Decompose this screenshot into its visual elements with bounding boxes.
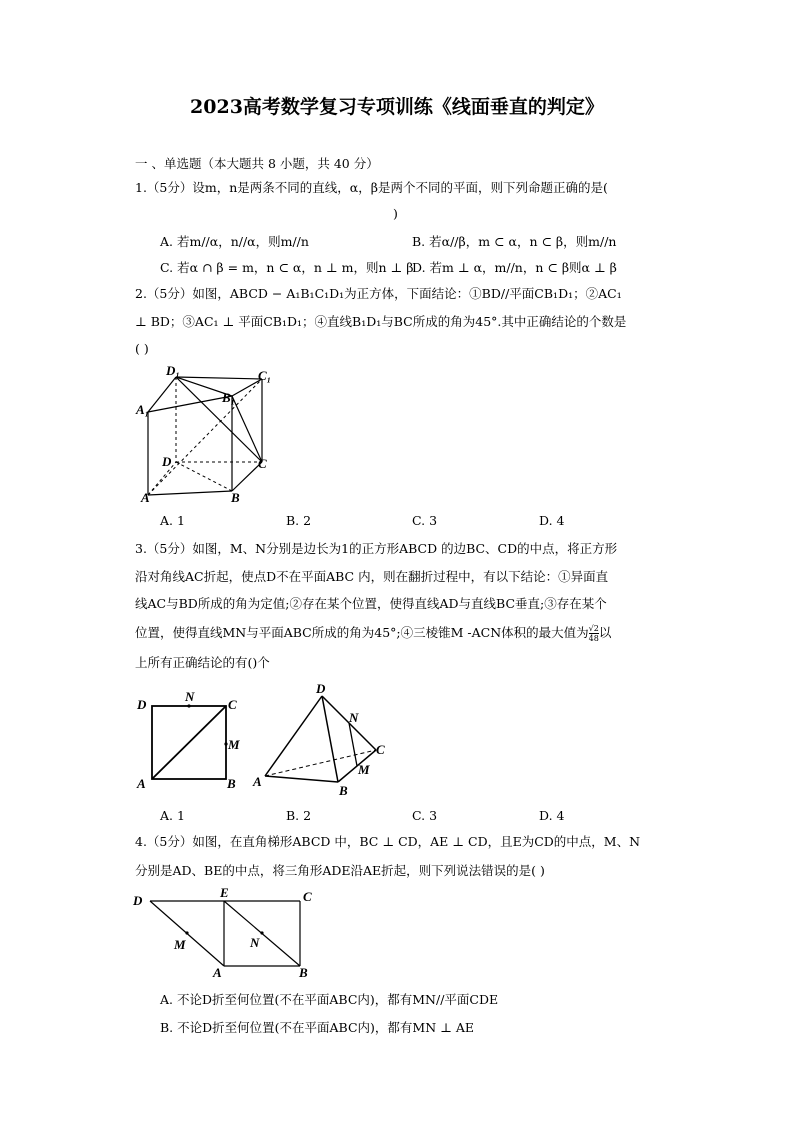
q2-stem-line3: ( ) — [135, 341, 149, 356]
q3-fig1-label-n: N — [185, 689, 195, 704]
q2-label-b1: B₁ — [222, 390, 236, 405]
q2-cube-figure — [130, 362, 280, 507]
q1-option-d: D. 若m ⊥ α，m//n，n ⊂ β则α ⊥ β — [412, 260, 617, 275]
q1-option-a: A. 若m//α，n//α，则m//n — [160, 234, 309, 249]
q3-max-volume-fraction — [589, 624, 599, 643]
q2-label-c1: C₁ — [258, 368, 272, 383]
q4-trapezoid-figure — [130, 885, 330, 985]
q3-square-figure — [130, 688, 250, 798]
q3-folded-figure — [250, 680, 400, 805]
q2-option-b: B. 2 — [286, 513, 312, 528]
q3-stem-line1: 3.（5分）如图，M、N分别是边长为1的正方形ABCD 的边BC、CD的中点，将正方形 — [135, 541, 618, 556]
q2-label-a: A — [141, 490, 150, 505]
q2-label-d: D — [162, 454, 172, 469]
q1-option-b: B. 若α//β，m ⊂ α，n ⊂ β，则m//n — [412, 234, 617, 249]
q2-stem-line2: ⊥ BD；③AC₁ ⊥ 平面CB₁D₁；④直线B₁D₁与BC所成的角为45°.其中正确结论的个数是 — [135, 314, 627, 329]
q1-stem-line2: ) — [393, 206, 398, 221]
q3-stem-line4-end: 以 — [598, 625, 612, 640]
q3-stem-line4 — [135, 624, 611, 643]
q3-option-a: A. 1 — [160, 808, 185, 823]
q3-fig1-label-c: C — [228, 697, 237, 712]
q2-label-d1: D₁ — [166, 363, 180, 378]
q4-label-n: N — [250, 935, 260, 950]
q3-fig1-label-d: D — [137, 697, 147, 712]
q1-option-c: C. 若α ∩ β = m，n ⊂ α，n ⊥ m，则n ⊥ β — [160, 260, 414, 275]
q4-option-a: A. 不论D折至何位置(不在平面ABC内)，都有MN//平面CDE — [160, 992, 499, 1007]
q3-fraction-numerator: √2 — [588, 624, 599, 633]
q4-label-m: M — [174, 937, 186, 952]
q4-label-d: D — [133, 893, 143, 908]
q2-option-d: D. 4 — [539, 513, 565, 528]
q3-stem-line3: 线AC与BD所成的角为定值;②存在某个位置，使得直线AD与直线BC垂直;③存在某个 — [135, 596, 607, 611]
section-heading: 一 、单选题（本大题共 8 小题，共 40 分） — [135, 156, 379, 171]
q3-fig1-label-b: B — [227, 776, 236, 791]
q3-stem-line4-text: 位置，使得直线MN与平面ABC所成的角为45°;④三棱锥M -ACN体积的最大值为 — [135, 625, 589, 640]
q3-fig2-label-m: M — [358, 762, 370, 777]
q3-option-c: C. 3 — [412, 808, 438, 823]
q3-fig2-label-c: C — [376, 742, 385, 757]
q2-option-c: C. 3 — [412, 513, 438, 528]
q2-label-b: B — [231, 490, 240, 505]
page-title: 2023高考数学复习专项训练《线面垂直的判定》 — [190, 96, 604, 118]
q3-stem-line2: 沿对角线AC折起，使点D不在平面ABC 内，则在翻折过程中，有以下结论：①异面直 — [135, 569, 609, 584]
q3-fig2-label-b: B — [339, 783, 348, 798]
q3-option-d: D. 4 — [539, 808, 565, 823]
q3-fig2-label-n: N — [349, 710, 359, 725]
q3-fig2-label-d: D — [316, 681, 326, 696]
q4-label-a: A — [213, 965, 222, 980]
q1-stem-line1: 1.（5分）设m，n是两条不同的直线，α，β是两个不同的平面，则下列命题正确的是( — [135, 180, 608, 195]
q2-stem-line1: 2.（5分）如图，ABCD − A₁B₁C₁D₁为正方体，下面结论：①BD//平面CB₁D₁；②AC₁ — [135, 286, 622, 301]
q4-stem-line2: 分别是AD、BE的中点，将三角形ADE沿AE折起，则下列说法错误的是( ) — [135, 863, 545, 878]
q4-option-b: B. 不论D折至何位置(不在平面ABC内)，都有MN ⊥ AE — [160, 1020, 475, 1035]
q4-label-c: C — [303, 889, 312, 904]
q4-stem-line1: 4.（5分）如图，在直角梯形ABCD 中，BC ⊥ CD，AE ⊥ CD，且E为CD的中点，M、N — [135, 834, 641, 849]
q3-fig1-label-m: M — [228, 737, 240, 752]
q2-label-a1: A₁ — [136, 402, 150, 417]
q3-fig1-label-a: A — [137, 776, 146, 791]
q3-option-b: B. 2 — [286, 808, 312, 823]
q4-label-b: B — [299, 965, 308, 980]
q3-stem-line5: 上所有正确结论的有()个 — [135, 655, 270, 670]
q2-option-a: A. 1 — [160, 513, 185, 528]
q3-fig2-label-a: A — [253, 774, 262, 789]
q4-label-e: E — [220, 885, 229, 900]
q2-label-c: C — [258, 456, 267, 471]
q3-fraction-denominator: 48 — [588, 634, 599, 643]
